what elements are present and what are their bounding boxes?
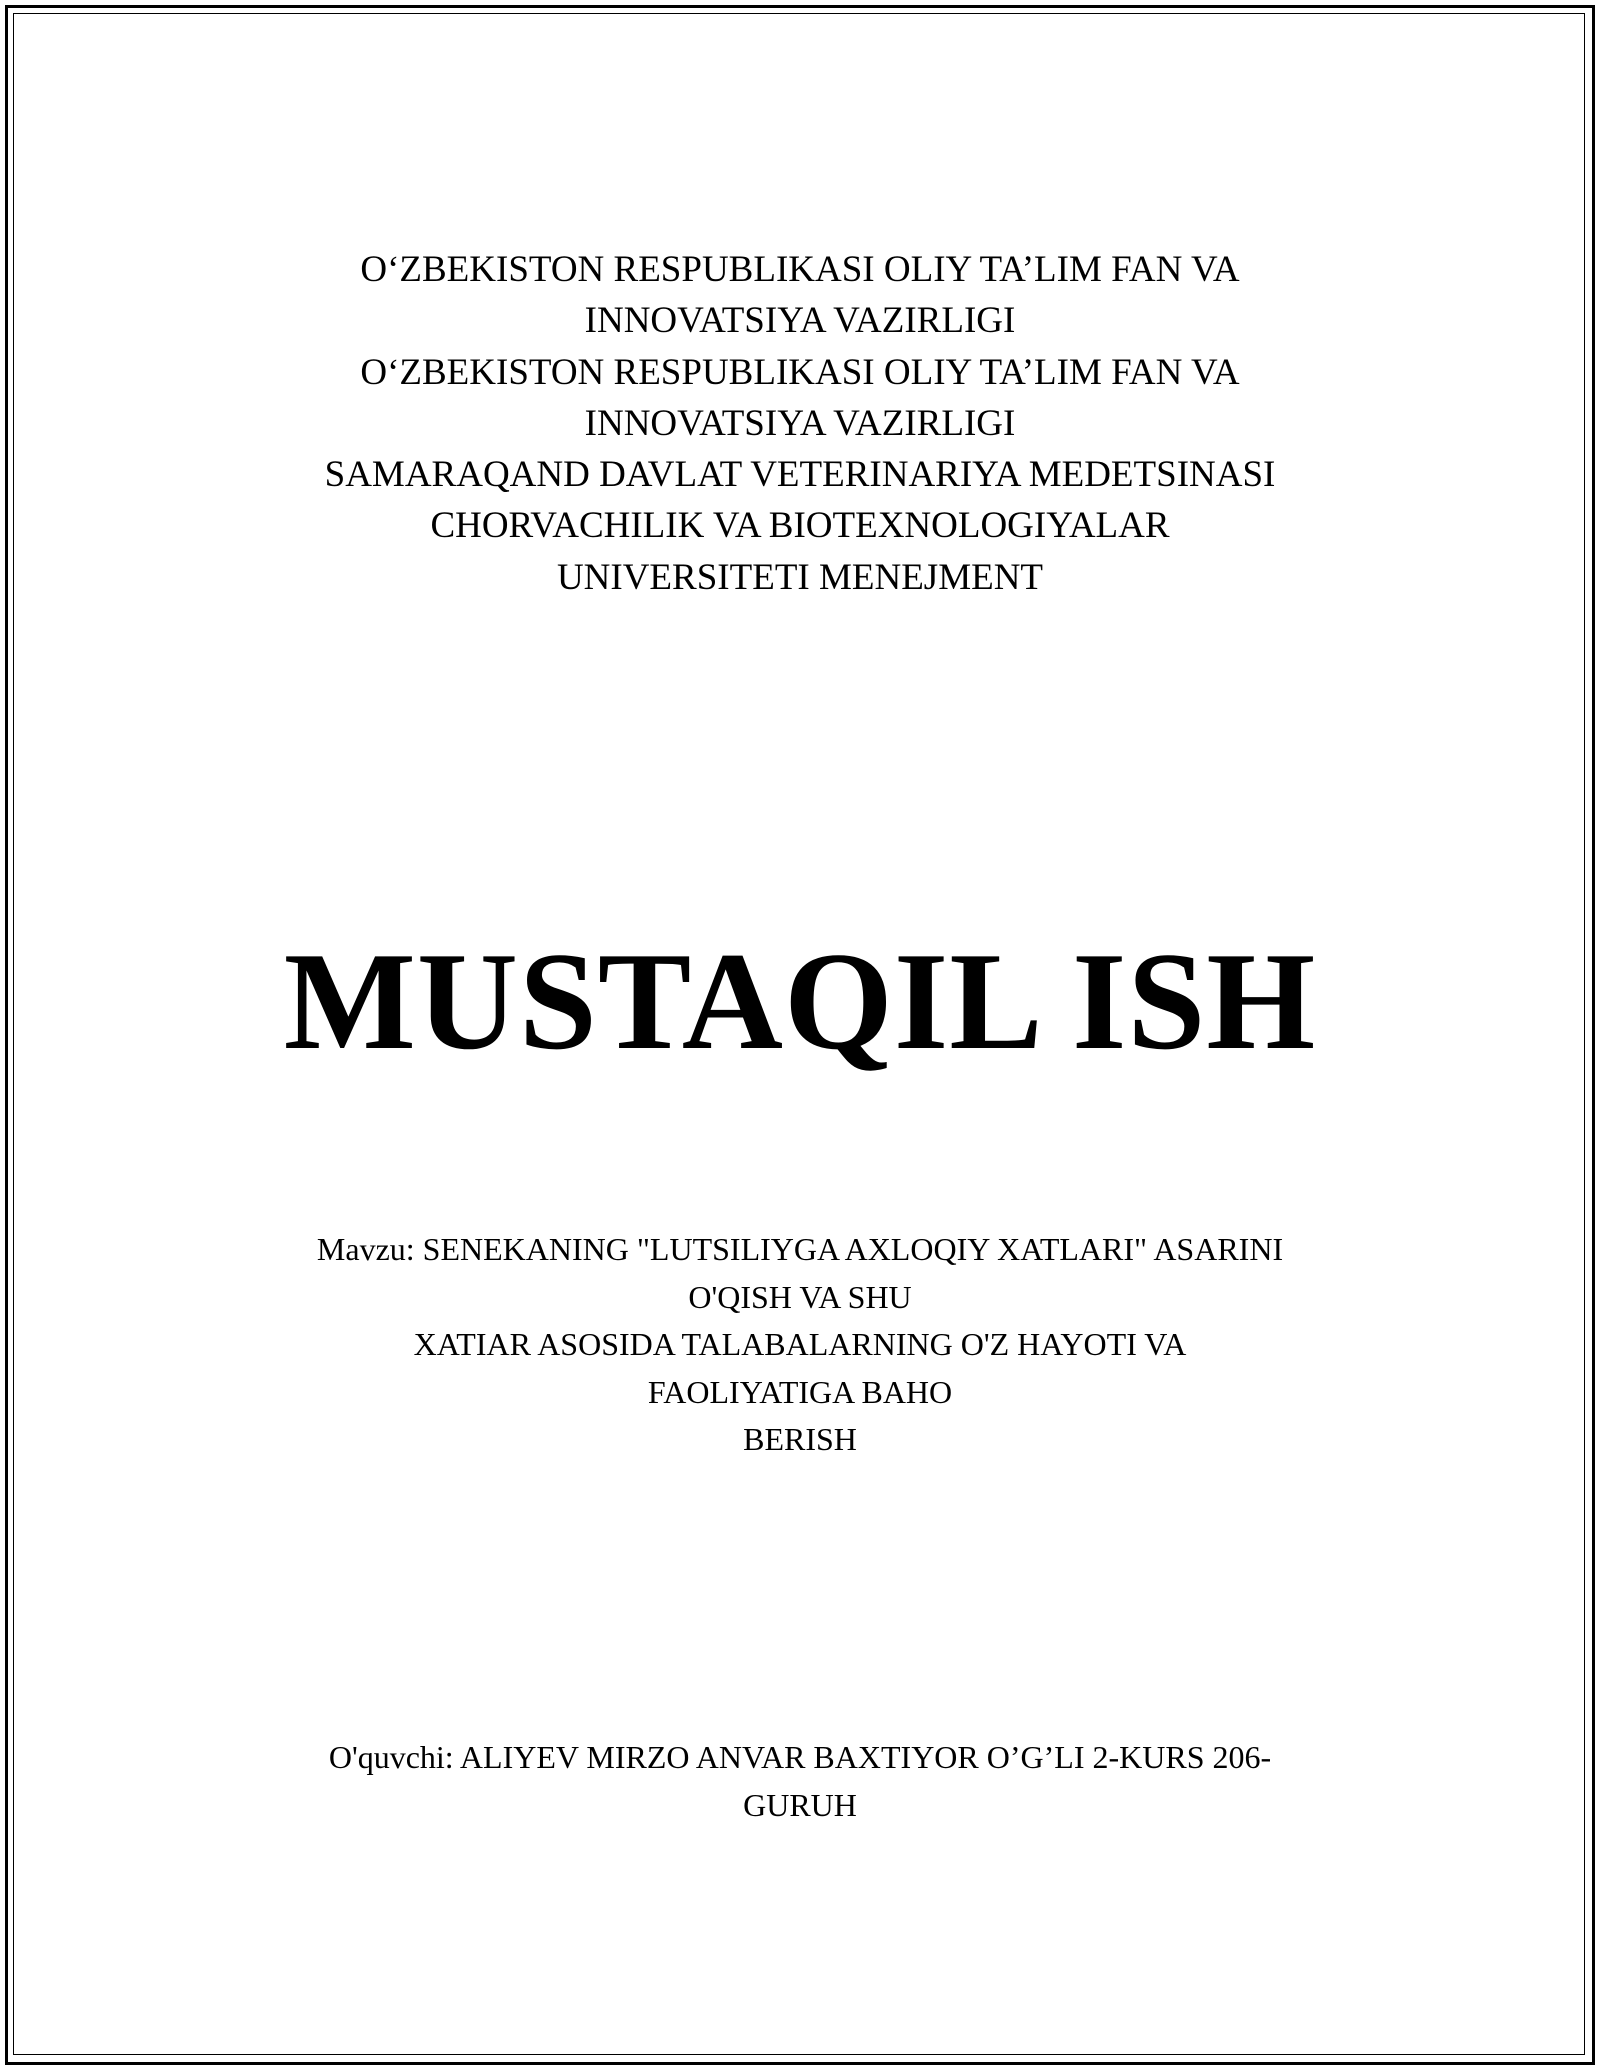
topic-line: Mavzu: SENEKANING "LUTSILIYGA AXLOQIY XATLARI" ASARINI: [316, 1231, 1284, 1267]
topic-line: O'QISH VA SHU: [688, 1278, 912, 1315]
student-line: O'quvchi: ALIYEV MIRZO ANVAR BAXTIYOR O’G’LI 2-KURS 206-: [328, 1739, 1272, 1775]
header-line: UNIVERSITETI MENEJMENT: [556, 556, 1044, 598]
topic-section: [0, 1226, 1600, 1464]
header-line: INNOVATSIYA VAZIRLIGI: [584, 300, 1016, 342]
topic-line: XATIAR ASOSIDA TALABALARNING O'Z HAYOTI VA: [413, 1326, 1187, 1362]
institution-header: [0, 244, 1600, 603]
header-line: O‘ZBEKISTON RESPUBLIKASI OLIY TA’LIM FAN VA: [360, 249, 1240, 290]
header-line: O‘ZBEKISTON RESPUBLIKASI OLIY TA’LIM FAN VA: [360, 351, 1240, 393]
header-line: SAMARAQAND DAVLAT VETERINARIYA MEDETSINASI: [324, 454, 1276, 496]
header-line: INNOVATSIYA VAZIRLIGI: [584, 402, 1016, 444]
student-section: [0, 1734, 1600, 1829]
header-line: CHORVACHILIK VA BIOTEXNOLOGIYALAR: [430, 505, 1170, 547]
document-title: MUSTAQIL ISH: [283, 924, 1317, 1079]
student-line: GURUH: [743, 1786, 857, 1823]
topic-line: BERISH: [743, 1421, 857, 1457]
topic-line: FAOLIYATIGA BAHO: [647, 1373, 953, 1410]
